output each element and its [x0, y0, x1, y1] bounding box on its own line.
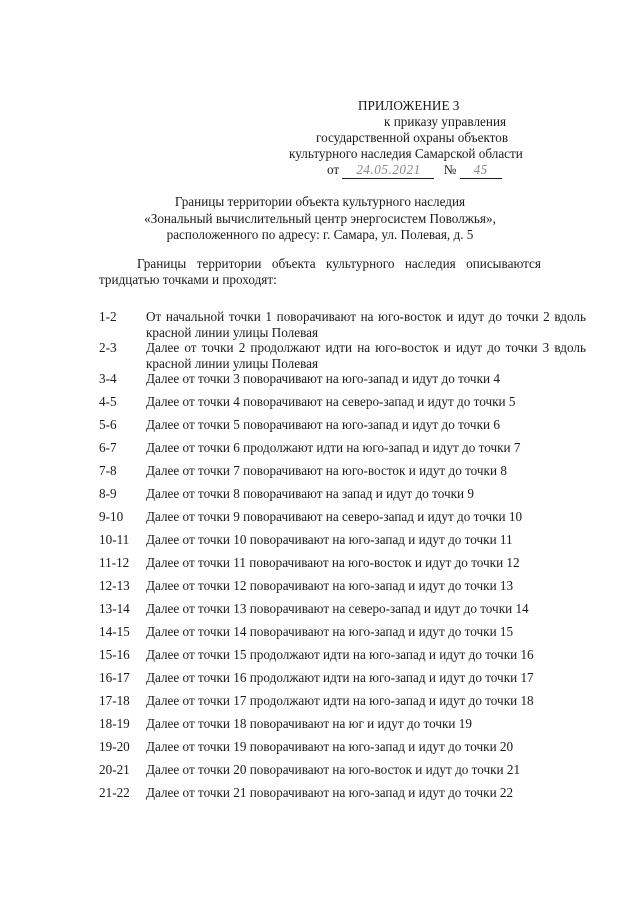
intro-word: наследия: [404, 256, 456, 271]
appendix-title: ПРИЛОЖЕНИЕ 3: [358, 98, 460, 113]
date-value: 24.05.2021: [342, 162, 434, 179]
title-line-1: Границы территории объекта культурного наследия: [174, 194, 466, 209]
segment-number: 3-4: [99, 371, 117, 386]
appendix-date-line: [327, 162, 502, 179]
segment-description: Далее от точки 20 поворачивают на юго-восток и идут до точки 21: [146, 762, 521, 777]
intro-line-2: тридцатью точками и проходят:: [99, 272, 277, 287]
title-line-2: «Зональный вычислительный центр энергосистем Поволжья»,: [144, 210, 496, 226]
intro-word: территории: [196, 256, 262, 271]
segment-number: 14-15: [99, 624, 130, 639]
segment-description: Далее от точки 17 продолжают идти на юго-запад и идут до точки 18: [146, 693, 534, 708]
segment-number: 1-2: [99, 309, 117, 324]
segment-number: 8-9: [99, 486, 117, 501]
segment-description: Далее от точки 11 поворачивают на юго-восток и идут до точки 12: [146, 555, 520, 570]
number-prefix: №: [443, 162, 457, 177]
segment-number: 15-16: [99, 647, 130, 662]
segment-number: 17-18: [99, 693, 130, 708]
intro-word: культурного: [325, 256, 395, 271]
segment-number: 16-17: [99, 670, 130, 685]
title-line-3: расположенного по адресу: г. Самара, ул. Полевая, д. 5: [166, 227, 474, 242]
segment-description: Далее от точки 21 поворачивают на юго-запад и идут до точки 22: [146, 785, 514, 800]
appendix-order-line: к приказу управления: [384, 114, 507, 129]
segment-number: 20-21: [99, 762, 130, 777]
segment-description: От начальной точки 1 поворачивают на юго-восток и идут до точки 2 вдоль красной линии улицы Полевая: [146, 309, 586, 340]
intro-word: объекта: [271, 256, 316, 271]
segment-description: Далее от точки 9 поворачивают на северо-запад и идут до точки 10: [146, 509, 523, 524]
number-value: 45: [460, 162, 502, 179]
intro-word: описываются: [466, 256, 541, 271]
intro-line-1: [99, 256, 541, 272]
segment-description: Далее от точки 2 продолжают идти на юго-восток и идут до точки 3 вдоль красной линии улицы Полевая: [146, 340, 586, 371]
segment-number: 6-7: [99, 440, 117, 455]
segment-description: Далее от точки 6 продолжают идти на юго-запад и идут до точки 7: [146, 440, 521, 455]
segment-description: Далее от точки 16 продолжают идти на юго-запад и идут до точки 17: [146, 670, 534, 685]
segment-description: Далее от точки 15 продолжают идти на юго-запад и идут до точки 16: [146, 647, 534, 662]
segment-description: Далее от точки 12 поворачивают на юго-запад и идут до точки 13: [146, 578, 514, 593]
segment-number: 18-19: [99, 716, 130, 731]
appendix-authority-line: государственной охраны объектов: [316, 130, 509, 145]
date-prefix: от: [327, 162, 340, 177]
segment-number: 11-12: [99, 555, 130, 570]
segment-number: 2-3: [99, 340, 117, 355]
segment-description: Далее от точки 14 поворачивают на юго-запад и идут до точки 15: [146, 624, 514, 639]
segment-number: 5-6: [99, 417, 117, 432]
segment-number: 9-10: [99, 509, 124, 524]
segment-description: Далее от точки 5 поворачивают на юго-запад и идут до точки 6: [146, 417, 500, 432]
segment-description: Далее от точки 3 поворачивают на юго-запад и идут до точки 4: [146, 371, 500, 386]
intro-paragraph: [99, 256, 541, 288]
segment-number: 21-22: [99, 785, 130, 800]
segment-number: 13-14: [99, 601, 130, 616]
segment-number: 19-20: [99, 739, 130, 754]
segment-description: Далее от точки 18 поворачивают на юг и идут до точки 19: [146, 716, 472, 731]
segment-description: Далее от точки 8 поворачивают на запад и идут до точки 9: [146, 486, 475, 501]
document-title: [0, 194, 640, 244]
segment-description: Далее от точки 4 поворачивают на северо-запад и идут до точки 5: [146, 394, 516, 409]
segment-description: Далее от точки 13 поворачивают на северо-запад и идут до точки 14: [146, 601, 529, 616]
segment-number: 7-8: [99, 463, 117, 478]
intro-word: Границы: [137, 256, 187, 271]
segment-number: 4-5: [99, 394, 117, 409]
segment-description: Далее от точки 10 поворачивают на юго-запад и идут до точки 11: [146, 532, 513, 547]
appendix-region-line: культурного наследия Самарской области: [289, 146, 523, 161]
segment-number: 12-13: [99, 578, 130, 593]
segment-description: Далее от точки 7 поворачивают на юго-восток и идут до точки 8: [146, 463, 507, 478]
segment-number: 10-11: [99, 532, 130, 547]
segment-description: Далее от точки 19 поворачивают на юго-запад и идут до точки 20: [146, 739, 514, 754]
